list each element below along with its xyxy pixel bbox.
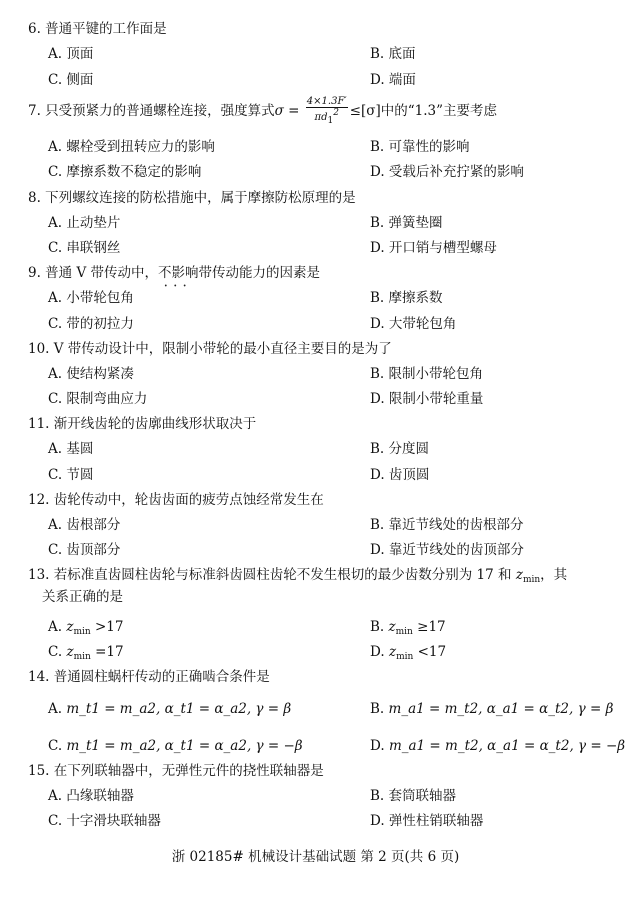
stem-text-before: 7. 只受预紧力的普通螺栓连接，强度算式 [28, 103, 275, 119]
option-a [48, 700, 291, 718]
option-d [370, 643, 446, 666]
option-d [370, 737, 625, 755]
option-c: C. 限制弯曲应力 [48, 391, 148, 407]
option-a: A. 齿根部分 [48, 517, 121, 533]
option-b: B. 限制小带轮包角 [370, 366, 484, 382]
z-subscript: min [522, 575, 541, 585]
question-stem: 6. 普通平键的工作面是 [28, 21, 167, 37]
z-subscript: min [395, 627, 413, 637]
z-subscript: min [396, 652, 414, 662]
inequality: ≤[σ] [349, 103, 381, 119]
option-c [48, 737, 303, 755]
question-stem-line2: 关系正确的是 [42, 589, 123, 605]
option-a: A. 使结构紧凑 [48, 366, 134, 382]
option-b: B. 分度圆 [370, 441, 430, 457]
question-stem: 12. 齿轮传动中，轮齿齿面的疲劳点蚀经常发生在 [28, 492, 324, 508]
option-b: B. 底面 [370, 46, 416, 62]
option-formula: m_a1 = m_t2, α_a1 = α_t2, γ = −β [388, 738, 626, 754]
fraction-denominator [306, 108, 348, 127]
option-d: D. 受载后补充拧紧的影响 [370, 164, 524, 180]
question-stem [28, 264, 320, 282]
option-b: B. 套筒联轴器 [370, 788, 457, 804]
option-d: D. 限制小带轮重量 [370, 391, 484, 407]
question-stem [28, 762, 324, 780]
relation: ≥17 [412, 619, 446, 635]
option-c: C. 十字滑块联轴器 [48, 813, 161, 829]
stem-text-before: 9. 普通 V 带传动中， [28, 265, 159, 281]
equals-sign: = [283, 103, 304, 119]
option-c [48, 643, 124, 666]
option-c: C. 摩擦系数不稳定的影响 [48, 164, 202, 180]
option-c: C. 带的初拉力 [48, 316, 134, 332]
option-d: D. 齿顶圆 [370, 467, 430, 483]
denominator-superscript: 2 [333, 108, 339, 118]
question-stem: 8. 下列螺纹连接的防松措施中，属于摩擦防松原理的是 [28, 190, 356, 206]
strength-formula-fraction [306, 96, 348, 127]
page-footer: 浙 02185# 机械设计基础试题 第 2 页(共 6 页) [171, 849, 460, 865]
option-d: D. 弹性柱销联轴器 [370, 813, 484, 829]
option-label: B. [370, 619, 385, 635]
stem-text-before: 13. 若标准直齿圆柱齿轮与标准斜齿圆柱齿轮不发生根切的最少齿数分别为 17 和 [28, 567, 516, 583]
question-stem: 10. V 带传动设计中，限制小带轮的最小直径主要目的是为了 [28, 341, 392, 357]
option-b [370, 618, 446, 641]
option-b: B. 弹簧垫圈 [370, 215, 443, 231]
option-label: B. [370, 701, 385, 717]
z-variable: z [515, 567, 523, 583]
stem-text-after: 带传动能力的因素是 [198, 265, 321, 281]
question-stem [28, 96, 497, 127]
option-c: C. 节圆 [48, 467, 94, 483]
option-b [370, 700, 613, 718]
stem-text-before: 15. 在下列联轴器中， [28, 763, 162, 779]
option-b: B. 摩擦系数 [370, 290, 443, 306]
option-a: A. 止动垫片 [48, 215, 121, 231]
option-c: C. 串联钢丝 [48, 240, 121, 256]
z-subscript: min [73, 627, 91, 637]
option-label: C. [48, 644, 63, 660]
option-c: C. 侧面 [48, 72, 94, 88]
z-subscript: min [73, 652, 91, 662]
option-formula: m_t1 = m_a2, α_t1 = α_a2, γ = β [66, 701, 292, 717]
option-a: A. 顶面 [48, 46, 94, 62]
sigma-symbol: σ [274, 103, 284, 119]
relation: =17 [90, 644, 124, 660]
option-b: B. 靠近节线处的齿根部分 [370, 517, 524, 533]
question-stem: 11. 渐开线齿轮的齿廓曲线形状取决于 [28, 416, 257, 432]
stem-text-after: 的挠性联轴器是 [229, 763, 324, 779]
option-label: A. [48, 619, 63, 635]
option-a: A. 小带轮包角 [48, 290, 134, 306]
z-variable: z [66, 619, 74, 635]
fraction-numerator: 4×1.3F′ [306, 96, 347, 107]
option-d: D. 靠近节线处的齿顶部分 [370, 542, 524, 558]
option-d: D. 开口销与槽型螺母 [370, 240, 497, 256]
option-label: D. [370, 738, 385, 754]
z-variable: z [388, 619, 396, 635]
option-formula: m_t1 = m_a2, α_t1 = α_a2, γ = −β [66, 738, 303, 754]
option-formula: m_a1 = m_t2, α_a1 = α_t2, γ = β [388, 701, 614, 717]
option-d: D. 大带轮包角 [370, 316, 457, 332]
option-c: C. 齿顶部分 [48, 542, 121, 558]
option-d: D. 端面 [370, 72, 416, 88]
z-variable: z [388, 644, 397, 660]
option-a: A. 基圆 [48, 441, 94, 457]
relation: >17 [90, 619, 124, 635]
emphasized-text: 不影响 • • • [158, 265, 199, 281]
z-variable: z [66, 644, 74, 660]
question-stem: 14. 普通圆柱蜗杆传动的正确啮合条件是 [28, 669, 270, 685]
option-label: A. [48, 701, 63, 717]
denominator-base: πd [314, 112, 328, 123]
emphasized-text: 无弹性元件 [161, 763, 230, 779]
option-b: B. 可靠性的影响 [370, 139, 470, 155]
stem-text-after: ，其 [540, 567, 568, 583]
option-a [48, 618, 123, 641]
option-label: C. [48, 738, 63, 754]
question-stem [28, 566, 567, 589]
relation: <17 [413, 644, 447, 660]
option-label: D. [370, 644, 385, 660]
denominator-subscript: 1 [327, 116, 334, 126]
option-a: A. 螺栓受到扭转应力的影响 [48, 139, 215, 155]
option-a: A. 凸缘联轴器 [48, 788, 134, 804]
stem-text-after: 中的“1.3”主要考虑 [380, 103, 497, 119]
